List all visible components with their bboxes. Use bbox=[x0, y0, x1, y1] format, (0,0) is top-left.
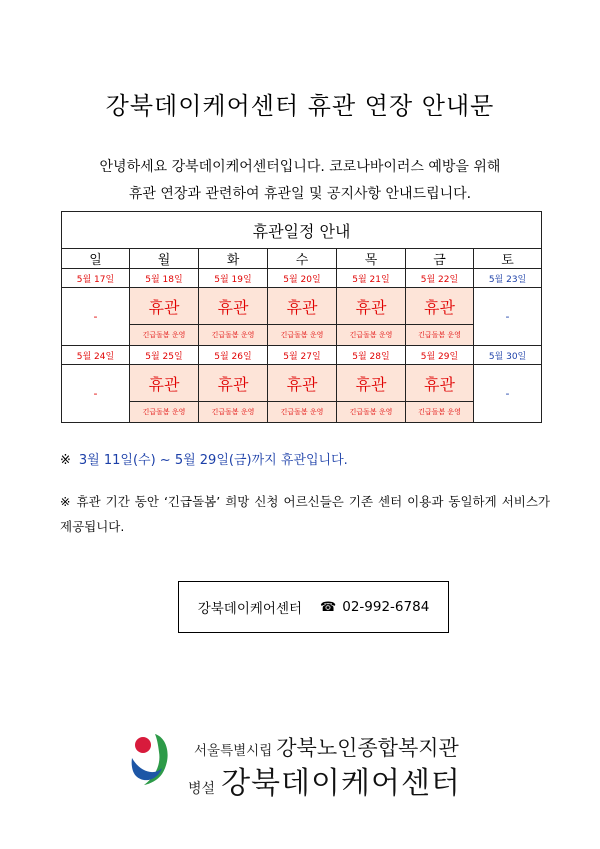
date-cell: 5월 29일 bbox=[406, 346, 474, 365]
date-cell: 5월 18일 bbox=[130, 269, 199, 288]
closure-period-note bbox=[60, 449, 550, 468]
closed-label: 휴관 bbox=[406, 365, 474, 402]
page-title: 강북데이케어센터 휴관 연장 안내문 bbox=[105, 92, 495, 120]
organization-logo bbox=[128, 728, 488, 800]
emergency-care-label: 긴급돌봄 운영 bbox=[199, 402, 268, 423]
closed-label: 휴관 bbox=[406, 288, 474, 325]
emergency-care-label: 긴급돌봄 운영 bbox=[406, 402, 474, 423]
intro-line-1: 안녕하세요 강북데이케어센터입니다. 코로나바이러스 예방을 위해 bbox=[99, 159, 501, 175]
date-cell: 5월 19일 bbox=[199, 269, 268, 288]
closed-label: 휴관 bbox=[199, 365, 268, 402]
closure-schedule-table bbox=[61, 211, 542, 423]
note-mark: ※ bbox=[60, 453, 71, 468]
emergency-care-label: 긴급돌봄 운영 bbox=[130, 402, 199, 423]
emergency-care-label: 긴급돌봄 운영 bbox=[337, 325, 406, 346]
logo-city: 서울특별시립 bbox=[194, 743, 273, 759]
date-cell-saturday: 5월 23일 bbox=[474, 269, 542, 288]
sunday-open-mark: - bbox=[62, 288, 130, 346]
emergency-care-label: 긴급돌봄 운영 bbox=[130, 325, 199, 346]
closed-label: 휴관 bbox=[337, 365, 406, 402]
closed-label: 휴관 bbox=[268, 288, 337, 325]
contact-box bbox=[178, 581, 449, 633]
logo-line-2 bbox=[188, 758, 461, 802]
date-cell: 5월 22일 bbox=[406, 269, 474, 288]
intro-line-2: 휴관 연장과 관련하여 휴관일 및 공지사항 안내드립니다. bbox=[128, 186, 472, 202]
closed-label: 휴관 bbox=[199, 288, 268, 325]
weekday-thu: 목 bbox=[337, 249, 406, 269]
weekday-wed: 수 bbox=[268, 249, 337, 269]
logo-annex: 병설 bbox=[188, 781, 216, 797]
date-cell: 5월 17일 bbox=[62, 269, 130, 288]
date-cell: 5월 20일 bbox=[268, 269, 337, 288]
saturday-open-mark: - bbox=[474, 288, 542, 346]
emergency-service-note: ※ 휴관 기간 동안 ‘긴급돌봄’ 희망 신청 어르신들은 기존 센터 이용과 동일하게 서비스가 제공됩니다. bbox=[60, 494, 550, 534]
emblem-icon bbox=[128, 728, 180, 788]
emergency-care-label: 긴급돌봄 운영 bbox=[199, 325, 268, 346]
contact-phone: 02-992-6784 bbox=[342, 599, 430, 615]
closed-label: 휴관 bbox=[337, 288, 406, 325]
closed-label: 휴관 bbox=[268, 365, 337, 402]
emergency-care-label: 긴급돌봄 운영 bbox=[268, 402, 337, 423]
emergency-care-label: 긴급돌봄 운영 bbox=[337, 402, 406, 423]
date-cell: 5월 21일 bbox=[337, 269, 406, 288]
contact-name: 강북데이케어센터 bbox=[197, 601, 303, 617]
closure-period-text: 3월 11일(수) ~ 5월 29일(금)까지 휴관입니다. bbox=[78, 453, 348, 468]
weekday-sat: 토 bbox=[474, 249, 542, 269]
weekday-sun: 일 bbox=[62, 249, 130, 269]
schedule-title: 휴관일정 안내 bbox=[62, 212, 542, 249]
date-cell: 5월 27일 bbox=[268, 346, 337, 365]
weekday-mon: 월 bbox=[130, 249, 199, 269]
date-cell-saturday: 5월 30일 bbox=[474, 346, 542, 365]
date-cell: 5월 28일 bbox=[337, 346, 406, 365]
date-cell: 5월 24일 bbox=[62, 346, 130, 365]
closed-label: 휴관 bbox=[130, 288, 199, 325]
date-cell: 5월 25일 bbox=[130, 346, 199, 365]
weekday-fri: 금 bbox=[406, 249, 474, 269]
sunday-open-mark: - bbox=[62, 365, 130, 423]
saturday-open-mark: - bbox=[474, 365, 542, 423]
weekday-tue: 화 bbox=[199, 249, 268, 269]
emergency-care-label: 긴급돌봄 운영 bbox=[268, 325, 337, 346]
phone-icon: ☎ bbox=[320, 599, 337, 615]
intro-text bbox=[0, 154, 600, 208]
logo-org: 강북노인종합복지관 bbox=[276, 736, 459, 760]
closed-label: 휴관 bbox=[130, 365, 199, 402]
logo-center-name: 강북데이케어센터 bbox=[221, 766, 461, 801]
date-cell: 5월 26일 bbox=[199, 346, 268, 365]
emergency-care-label: 긴급돌봄 운영 bbox=[406, 325, 474, 346]
